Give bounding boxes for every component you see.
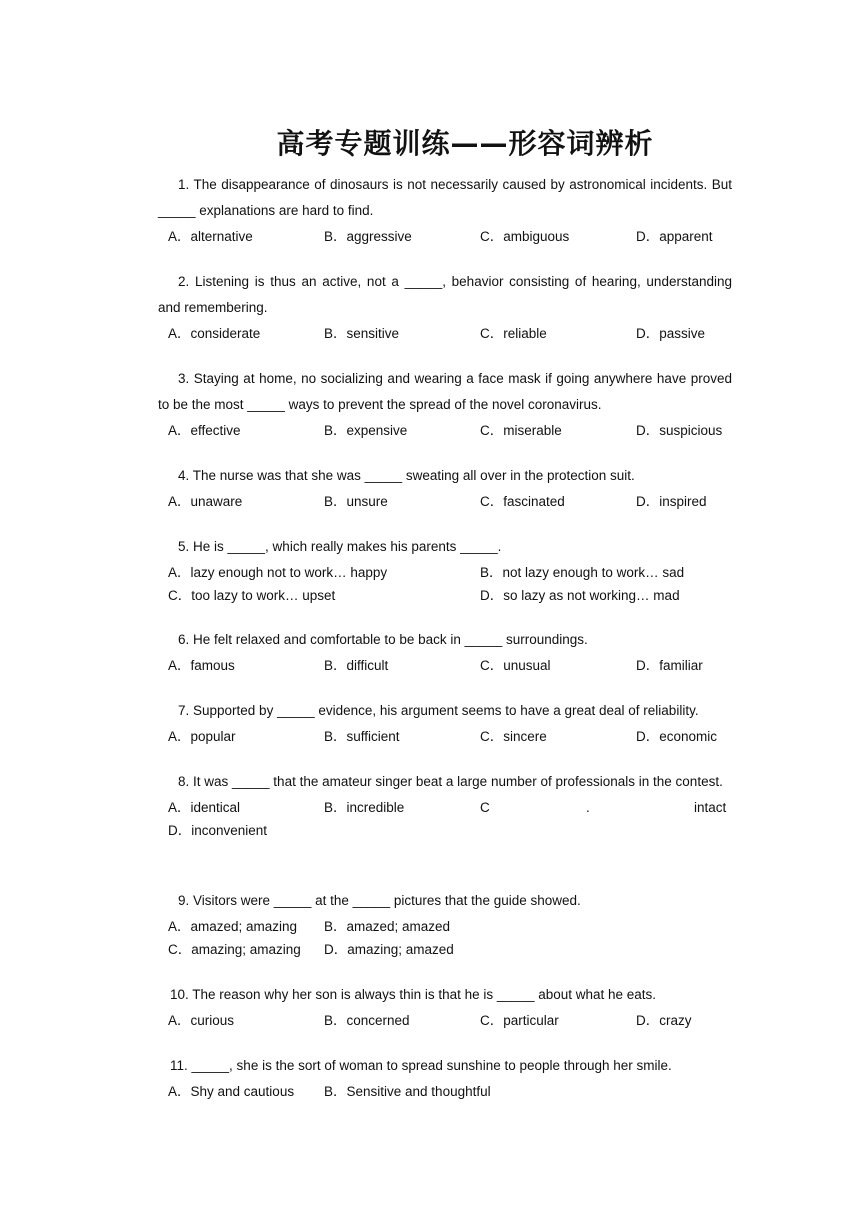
question-stem: 6. He felt relaxed and comfortable to be back in _____ surroundings. — [178, 632, 588, 647]
question-8 — [158, 769, 732, 841]
options-row — [158, 1008, 732, 1031]
option-c: C．amazing; amazing — [168, 942, 301, 957]
option-c: C．miserable — [480, 423, 562, 438]
option-b: B．expensive — [324, 423, 408, 438]
option-b: B．Sensitive and thoughtful — [324, 1084, 491, 1099]
options-row — [158, 795, 732, 818]
question-stem: 1. The disappearance of dinosaurs is not necessarily caused by astronomical incidents. But _____ explanations are hard to find. — [158, 177, 732, 218]
option-d: D．suspicious — [636, 423, 723, 438]
question-stem: 8. It was _____ that the amateur singer beat a large number of professionals in the contest. — [178, 774, 723, 789]
options-row — [158, 1079, 732, 1102]
option-b: B．concerned — [324, 1013, 410, 1028]
options-row — [158, 560, 732, 583]
option-b: B．amazed; amazed — [324, 919, 451, 934]
question-stem: 4. The nurse was that she was _____ sweating all over in the protection suit. — [178, 468, 635, 483]
question-6 — [158, 627, 732, 676]
option-c-letter: C — [480, 800, 490, 815]
options-row — [158, 583, 732, 606]
option-c: C．ambiguous — [480, 229, 570, 244]
question-4 — [158, 463, 732, 512]
option-a: A．amazed; amazing — [168, 919, 298, 934]
option-c-text: intact — [694, 800, 727, 815]
question-stem: 3. Staying at home, no socializing and wearing a face mask if going anywhere have proved to be the most _____ ways to prevent the spread of the novel coronavirus. — [158, 371, 732, 412]
question-2 — [158, 269, 732, 344]
options-row — [158, 224, 732, 247]
option-d: D．crazy — [636, 1013, 692, 1028]
option-b: B．incredible — [324, 800, 405, 815]
option-a: A．popular — [168, 729, 236, 744]
option-b: B．sensitive — [324, 326, 400, 341]
options-row — [158, 724, 732, 747]
question-11 — [158, 1053, 732, 1102]
option-b: B．aggressive — [324, 229, 412, 244]
option-d: D．passive — [636, 326, 706, 341]
question-stem: 2. Listening is thus an active, not a _____, behavior consisting of hearing, understanding and remembering. — [158, 274, 732, 315]
question-stem: 7. Supported by _____ evidence, his argument seems to have a great deal of reliability. — [178, 703, 699, 718]
question-9 — [158, 888, 732, 960]
option-c: C．too lazy to work… upset — [168, 588, 336, 603]
options-row — [158, 937, 732, 960]
options-row — [158, 489, 732, 512]
option-d: D．familiar — [636, 658, 703, 673]
options-row — [158, 914, 732, 937]
option-b: B．difficult — [324, 658, 389, 673]
option-b: B．unsure — [324, 494, 388, 509]
option-a: A．alternative — [168, 229, 253, 244]
option-a: A．Shy and cautious — [168, 1084, 295, 1099]
option-d: D．economic — [636, 729, 718, 744]
option-c-separator: . — [586, 800, 590, 815]
options-row — [158, 418, 732, 441]
document-title: 高考专题训练——形容词辨析 — [276, 127, 654, 160]
question-stem: 11. _____, she is the sort of woman to spread sunshine to people through her smile. — [170, 1058, 672, 1073]
question-stem: 9. Visitors were _____ at the _____ pictures that the guide showed. — [178, 893, 581, 908]
option-a: A．effective — [168, 423, 241, 438]
options-row — [158, 818, 732, 841]
options-row — [158, 321, 732, 344]
question-stem: 10. The reason why her son is always thin is that he is _____ about what he eats. — [170, 987, 657, 1002]
option-c: C．particular — [480, 1013, 559, 1028]
option-a: A．famous — [168, 658, 235, 673]
option-a: A．lazy enough not to work… happy — [168, 565, 388, 580]
options-row — [158, 653, 732, 676]
option-a: A．curious — [168, 1013, 235, 1028]
question-1 — [158, 172, 732, 247]
question-7 — [158, 698, 732, 747]
option-c: C．fascinated — [480, 494, 565, 509]
option-d: D．amazing; amazed — [324, 942, 454, 957]
option-a: A．considerate — [168, 326, 261, 341]
option-b: B．not lazy enough to work… sad — [480, 565, 685, 580]
option-a: A．unaware — [168, 494, 243, 509]
option-d: D．so lazy as not working… mad — [480, 588, 680, 603]
option-b: B．sufficient — [324, 729, 400, 744]
option-d: D．inspired — [636, 494, 707, 509]
option-c: C．unusual — [480, 658, 551, 673]
option-d: D．apparent — [636, 229, 713, 244]
option-c: C．sincere — [480, 729, 547, 744]
question-5 — [158, 534, 732, 606]
option-d: D．inconvenient — [168, 823, 268, 838]
question-stem: 5. He is _____, which really makes his parents _____. — [178, 539, 502, 554]
question-3 — [158, 366, 732, 441]
option-c: C．reliable — [480, 326, 547, 341]
option-a: A．identical — [168, 800, 241, 815]
question-10 — [158, 982, 732, 1031]
